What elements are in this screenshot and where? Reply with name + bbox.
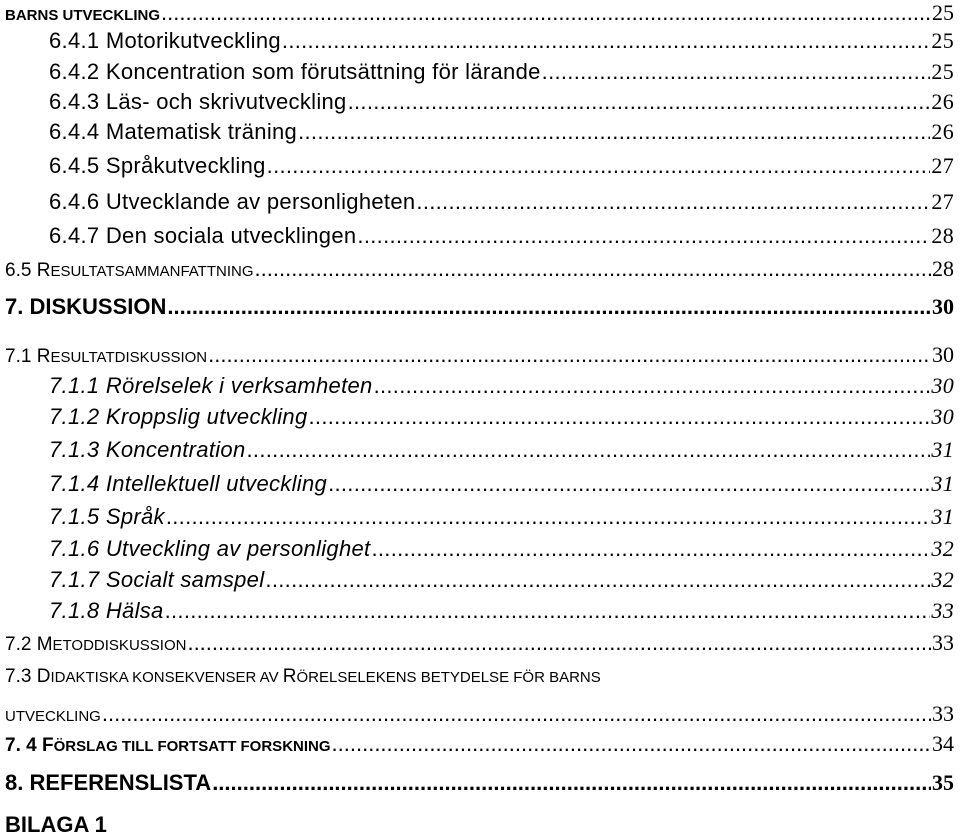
toc-entry-page: 30 <box>931 404 954 429</box>
toc-entry-label: 6.4.5 Språkutveckling <box>49 153 266 178</box>
toc-leader-dots <box>416 189 930 215</box>
toc-leader-dots <box>371 536 930 562</box>
toc-leader-dots <box>542 59 931 85</box>
toc-entry-label: BILAGA 1 <box>5 812 107 837</box>
toc-entry-label: 7.1.7 Socialt samspel <box>49 567 265 592</box>
toc-entry-label: 7.1.5 Språk <box>49 504 165 529</box>
toc-entry-label: 6.4.1 Motorikutveckling <box>49 28 281 53</box>
toc-entry-6-4-4[interactable] <box>49 119 954 145</box>
toc-entry-6-4-7[interactable] <box>49 223 954 249</box>
toc-entry-6-4-2[interactable] <box>49 59 954 85</box>
toc-small-caps-initial: R <box>36 260 51 281</box>
toc-leader-dots <box>267 153 931 179</box>
toc-entry-page: 30 <box>932 294 954 319</box>
toc-entry-page: 26 <box>931 119 954 144</box>
toc-leader-dots <box>298 119 930 145</box>
toc-entry-label <box>5 346 207 368</box>
toc-entry-page: 30 <box>931 373 954 398</box>
toc-entry-label: 7.1.8 Hälsa <box>49 598 164 623</box>
toc-entry-7-3-line-1[interactable] <box>5 666 601 688</box>
toc-entry-label: 6.4.3 Läs- och skrivutveckling <box>49 89 347 114</box>
toc-entry-7-4[interactable] <box>5 731 954 757</box>
toc-leader-dots <box>348 89 931 115</box>
toc-entry-page: 28 <box>932 256 954 281</box>
toc-entry-bilaga-1[interactable] <box>5 812 107 838</box>
toc-leader-dots <box>247 437 931 463</box>
toc-entry-page: 33 <box>932 701 954 726</box>
toc-entry-label: 6.4.6 Utvecklande av personligheten <box>49 189 416 214</box>
toc-small-caps-rest: ESULTATSAMMANFATTNING <box>50 263 254 280</box>
toc-small-caps-rest: ÖRSLAG TILL FORTSATT FORSKNING <box>53 738 331 755</box>
toc-entry-7-1-8[interactable] <box>49 598 954 624</box>
toc-entry-page: 32 <box>931 536 954 561</box>
toc-entry-label: BARNS UTVECKLING <box>5 7 161 24</box>
toc-leader-dots <box>309 404 931 430</box>
toc-leader-dots <box>328 471 930 497</box>
toc-entry-label: 7. DISKUSSION <box>5 294 167 319</box>
toc-entry-7-1-3[interactable] <box>49 437 954 463</box>
toc-small-caps-initial: R <box>282 666 297 687</box>
toc-section-number: 7.1 <box>5 346 37 367</box>
toc-entry-7-2[interactable] <box>5 630 954 656</box>
toc-entry-6-4-1[interactable] <box>49 28 954 54</box>
toc-leader-dots <box>255 256 931 282</box>
toc-entry-page: 27 <box>931 153 954 178</box>
toc-entry-label: 6.4.7 Den sociala utvecklingen <box>49 223 357 248</box>
toc-entry-page: 25 <box>932 0 954 25</box>
toc-leader-dots <box>374 373 931 399</box>
toc-leader-dots <box>212 770 931 796</box>
toc-section-number: 7.2 <box>5 634 37 655</box>
toc-entry-label: 8. REFERENSLISTA <box>5 770 212 795</box>
toc-entry-label: 7.1.6 Utveckling av personlighet <box>49 536 371 561</box>
toc-entry-7-1-1[interactable] <box>49 373 954 399</box>
toc-entry-label <box>5 260 254 282</box>
toc-small-caps-rest: ÖRELSELEKENS BETYDELSE FÖR BARNS <box>296 669 601 686</box>
toc-leader-dots <box>167 294 931 320</box>
toc-entry-chapter-8[interactable] <box>5 770 954 796</box>
toc-entry-6-4-5[interactable] <box>49 153 954 179</box>
toc-small-caps-rest: ESULTATDISKUSSION <box>50 349 208 366</box>
toc-small-caps-initial: M <box>36 634 53 655</box>
toc-entry-7-1-7[interactable] <box>49 567 954 593</box>
toc-leader-dots <box>332 731 931 757</box>
toc-entry-label: UTVECKLING <box>5 708 101 725</box>
toc-small-caps-initial: F <box>41 735 54 756</box>
toc-entry-7-1-2[interactable] <box>49 404 954 430</box>
toc-leader-dots <box>165 598 931 624</box>
toc-entry-page: 35 <box>932 770 954 795</box>
toc-entry-barns-utveckling[interactable] <box>5 0 954 26</box>
toc-small-caps-rest: ETODDISKUSSION <box>52 637 187 654</box>
toc-entry-7-1-6[interactable] <box>49 536 954 562</box>
toc-entry-page: 32 <box>931 567 954 592</box>
toc-section-number: 6.5 <box>5 260 37 281</box>
toc-leader-dots <box>161 0 931 26</box>
toc-leader-dots <box>166 504 931 530</box>
toc-entry-page: 31 <box>931 437 954 462</box>
toc-entry-page: 28 <box>931 223 954 248</box>
toc-entry-label: 7.1.2 Kroppslig utveckling <box>49 404 308 429</box>
toc-section-number: 7. 4 <box>5 735 42 756</box>
toc-section-number: 7.3 <box>5 666 37 687</box>
toc-leader-dots <box>282 28 930 54</box>
toc-entry-7-1[interactable] <box>5 342 954 368</box>
toc-leader-dots <box>357 223 930 249</box>
toc-entry-7-1-5[interactable] <box>49 504 954 530</box>
toc-entry-label: 6.4.2 Koncentration som förutsättning för lärande <box>49 59 541 84</box>
toc-entry-page: 26 <box>931 89 954 114</box>
toc-entry-label: 6.4.4 Matematisk träning <box>49 119 298 144</box>
toc-leader-dots <box>187 630 931 656</box>
toc-small-caps-initial: R <box>36 346 51 367</box>
toc-small-caps-rest: IDAKTISKA KONSEKVENSER AV <box>50 669 283 686</box>
toc-entry-page: 25 <box>931 59 954 84</box>
toc-entry-chapter-7[interactable] <box>5 294 954 320</box>
toc-entry-7-1-4[interactable] <box>49 471 954 497</box>
toc-entry-6-5[interactable] <box>5 256 954 282</box>
toc-entry-page: 33 <box>931 598 954 623</box>
toc-entry-6-4-3[interactable] <box>49 89 954 115</box>
toc-entry-page: 31 <box>931 504 954 529</box>
toc-small-caps-initial: D <box>36 666 51 687</box>
toc-entry-label: 7.1.1 Rörelselek i verksamheten <box>49 373 373 398</box>
toc-entry-page: 31 <box>931 471 954 496</box>
toc-entry-7-3-line-2[interactable] <box>5 701 954 727</box>
toc-entry-page: 34 <box>932 731 954 756</box>
toc-entry-page: 33 <box>932 630 954 655</box>
toc-leader-dots <box>265 567 930 593</box>
toc-entry-page: 25 <box>931 28 954 53</box>
toc-entry-6-4-6[interactable] <box>49 189 954 215</box>
toc-leader-dots <box>102 701 931 727</box>
toc-entry-label: 7.1.4 Intellektuell utveckling <box>49 471 328 496</box>
toc-entry-label: 7.1.3 Koncentration <box>49 437 246 462</box>
toc-leader-dots <box>208 342 931 368</box>
toc-entry-page: 27 <box>931 189 954 214</box>
toc-entry-label <box>5 735 331 757</box>
toc-entry-label <box>5 634 186 656</box>
toc-entry-page: 30 <box>932 342 954 367</box>
